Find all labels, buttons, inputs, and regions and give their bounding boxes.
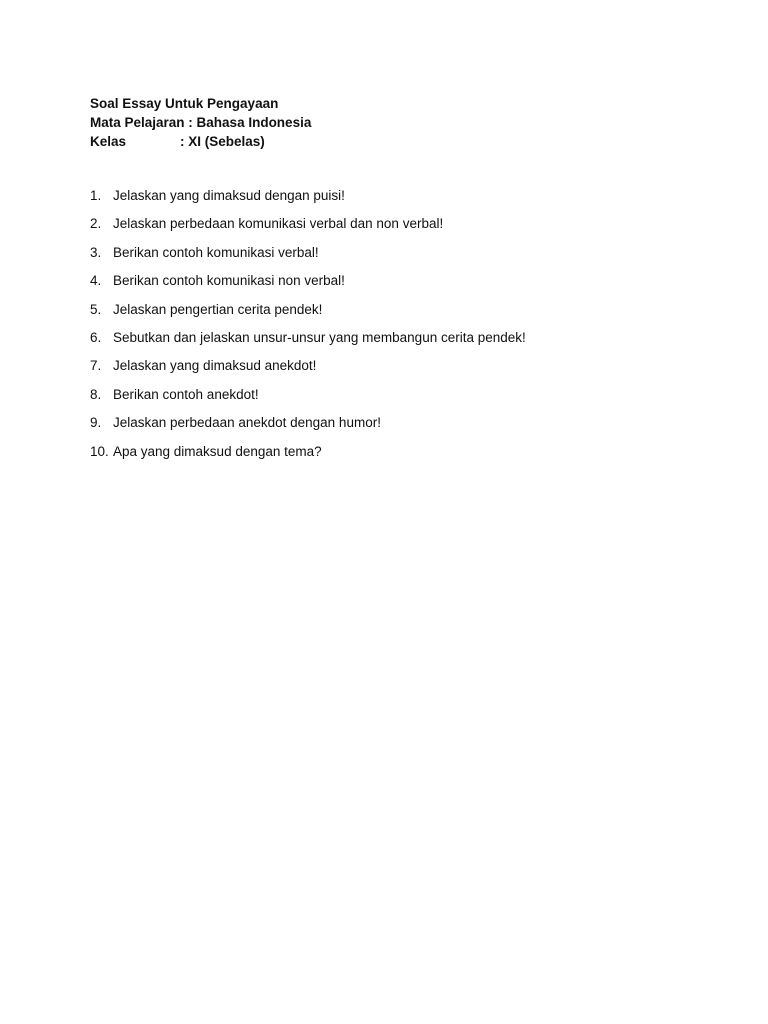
question-number: 4. [90,273,102,289]
question-text: Apa yang dimaksud dengan tema? [113,443,322,459]
question-text: Jelaskan yang dimaksud dengan puisi! [113,188,345,203]
question-text: Jelaskan perbedaan anekdot dengan humor! [113,415,381,431]
question-item [90,214,526,233]
question-text: Jelaskan perbedaan komunikasi verbal dan non verbal! [113,216,444,232]
question-number: 9. [90,415,102,431]
question-item [90,356,526,375]
question-item [90,328,526,347]
question-list [90,186,526,470]
class-line [90,132,311,151]
question-item [90,385,526,404]
question-item [90,186,526,205]
question-text: Berikan contoh komunikasi verbal! [113,244,319,260]
class-label: Kelas [90,134,127,149]
question-number: 1. [90,188,102,203]
question-number: 5. [90,301,102,317]
question-text: Berikan contoh komunikasi non verbal! [113,273,345,289]
question-number: 3. [90,244,102,260]
document-header [90,94,311,151]
question-item [90,300,526,319]
class-value: : XI (Sebelas) [180,134,265,149]
question-item [90,243,526,262]
question-item [90,413,526,432]
question-number: 6. [90,329,102,345]
question-number: 7. [90,358,102,374]
question-number: 10. [90,443,109,459]
document-title: Soal Essay Untuk Pengayaan [90,96,279,111]
question-text: Jelaskan pengertian cerita pendek! [113,301,323,317]
question-text: Jelaskan yang dimaksud anekdot! [113,358,317,374]
question-number: 2. [90,216,102,232]
question-item [90,271,526,290]
question-text: Sebutkan dan jelaskan unsur-unsur yang membangun cerita pendek! [113,329,526,345]
subject-line: Mata Pelajaran : Bahasa Indonesia [90,115,312,130]
question-text: Berikan contoh anekdot! [113,386,259,402]
question-number: 8. [90,386,102,402]
question-item [90,442,526,461]
